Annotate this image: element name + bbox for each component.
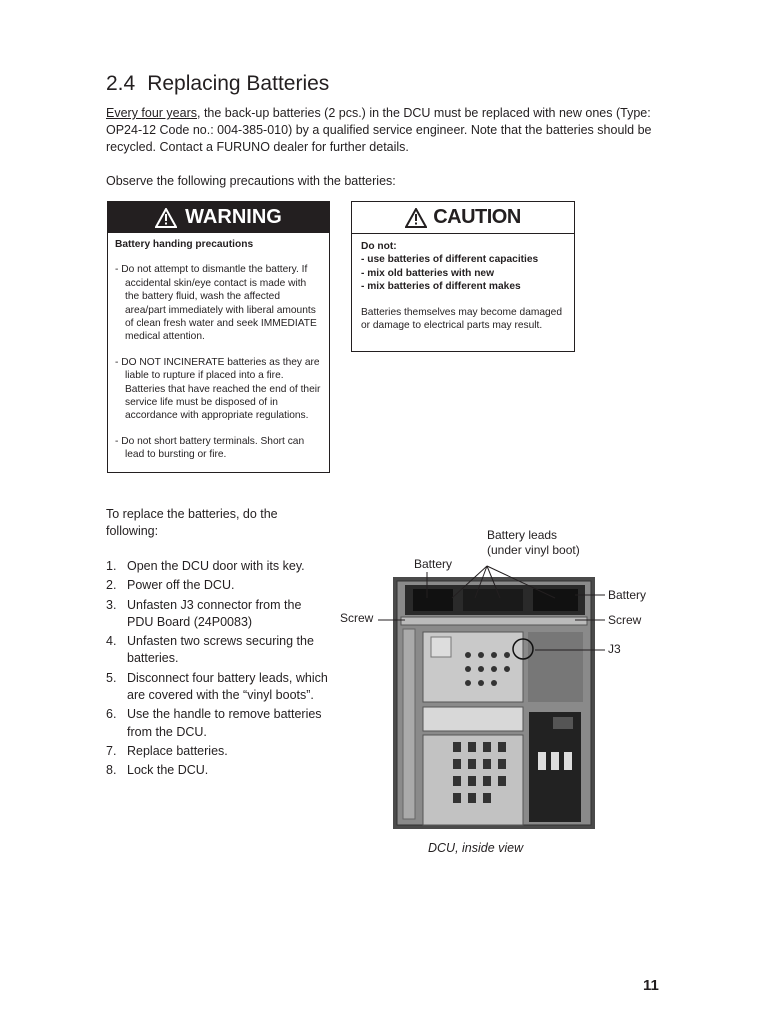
label-battery-leads-note: (under vinyl boot) (487, 543, 580, 557)
warning-item: - Do not attempt to dismantle the battery. If accidental skin/eye contact is made with the battery fluid, wash the affected area/part immediately with liberal amounts of clean fresh water and seek IMMEDIATE medical attention. (115, 264, 317, 343)
label-screw-right: Screw (608, 613, 642, 627)
warning-heading: WARNING (185, 206, 282, 228)
figure-leaders (330, 560, 630, 670)
label-screw-left: Screw (340, 611, 374, 625)
list-item: 1. Open the DCU door with its key. (106, 559, 305, 573)
warning-subtitle: Battery handing precautions (115, 239, 254, 250)
caution-note: Batteries themselves may become damaged or damage to electrical parts may result. (361, 306, 563, 332)
warning-body (108, 233, 329, 479)
list-item: 4. Unfasten two screws securing the batteries. (106, 634, 314, 666)
caution-line: - use batteries of different capacities (361, 254, 539, 266)
caution-header (352, 202, 574, 234)
label-battery-right: Battery (608, 588, 647, 602)
list-item: 2. Power off the DCU. (106, 578, 235, 593)
label-battery-left: Battery (414, 557, 453, 571)
warning-item: - DO NOT INCINERATE batteries as they are liable to rupture if placed into a fire. Batteries that have reached the end of their service life must be disposed of in accordance with appropriate regulations. (115, 356, 321, 422)
warning-triangle-icon (155, 208, 177, 228)
caution-line: - mix batteries of different makes (361, 281, 521, 293)
warning-header (108, 202, 329, 233)
observe-text: Observe the following precautions with the batteries: (106, 174, 396, 188)
intro-underlined: Every four years (106, 106, 198, 120)
caution-line: Do not: (361, 241, 397, 252)
caution-body (352, 234, 574, 338)
section-title (106, 72, 329, 96)
label-j3: J3 (608, 642, 621, 656)
warning-box (107, 201, 330, 473)
caution-heading: CAUTION (433, 206, 521, 228)
list-item: 5. Disconnect four battery leads, which are covered with the “vinyl boots”. (106, 670, 328, 703)
figure-caption: DCU, inside view (428, 841, 524, 855)
intro-rest: , the back-up batteries (2 pcs.) in the DCU must be replaced with new ones (Type: OP24-12 Code no.: 004-385-010) by a qualified service engineer. Note that the batteries should be recycled. Contact a FURUNO dealer for further details. (106, 106, 652, 154)
steps-intro: To replace the batteries, do the following: (106, 507, 278, 538)
page-number: 11 (643, 977, 659, 994)
list-item: 7. Replace batteries. (106, 743, 228, 758)
list-item: 8. Lock the DCU. (106, 763, 209, 778)
steps-list (106, 558, 331, 782)
caution-line: - mix old batteries with new (361, 267, 495, 279)
warning-item: - Do not short battery terminals. Short can lead to bursting or fire. (115, 435, 305, 461)
section-number: 2.4 (106, 72, 136, 95)
section-heading: Replacing Batteries (147, 72, 330, 95)
intro-paragraph (106, 105, 666, 156)
caution-triangle-icon (405, 208, 427, 228)
label-battery-leads: Battery leads (487, 528, 558, 542)
list-item: 6. Use the handle to remove batteries from the DCU. (106, 707, 322, 739)
list-item: 3. Unfasten J3 connector from the PDU Board (24P0083) (106, 597, 302, 629)
caution-box (351, 201, 575, 352)
